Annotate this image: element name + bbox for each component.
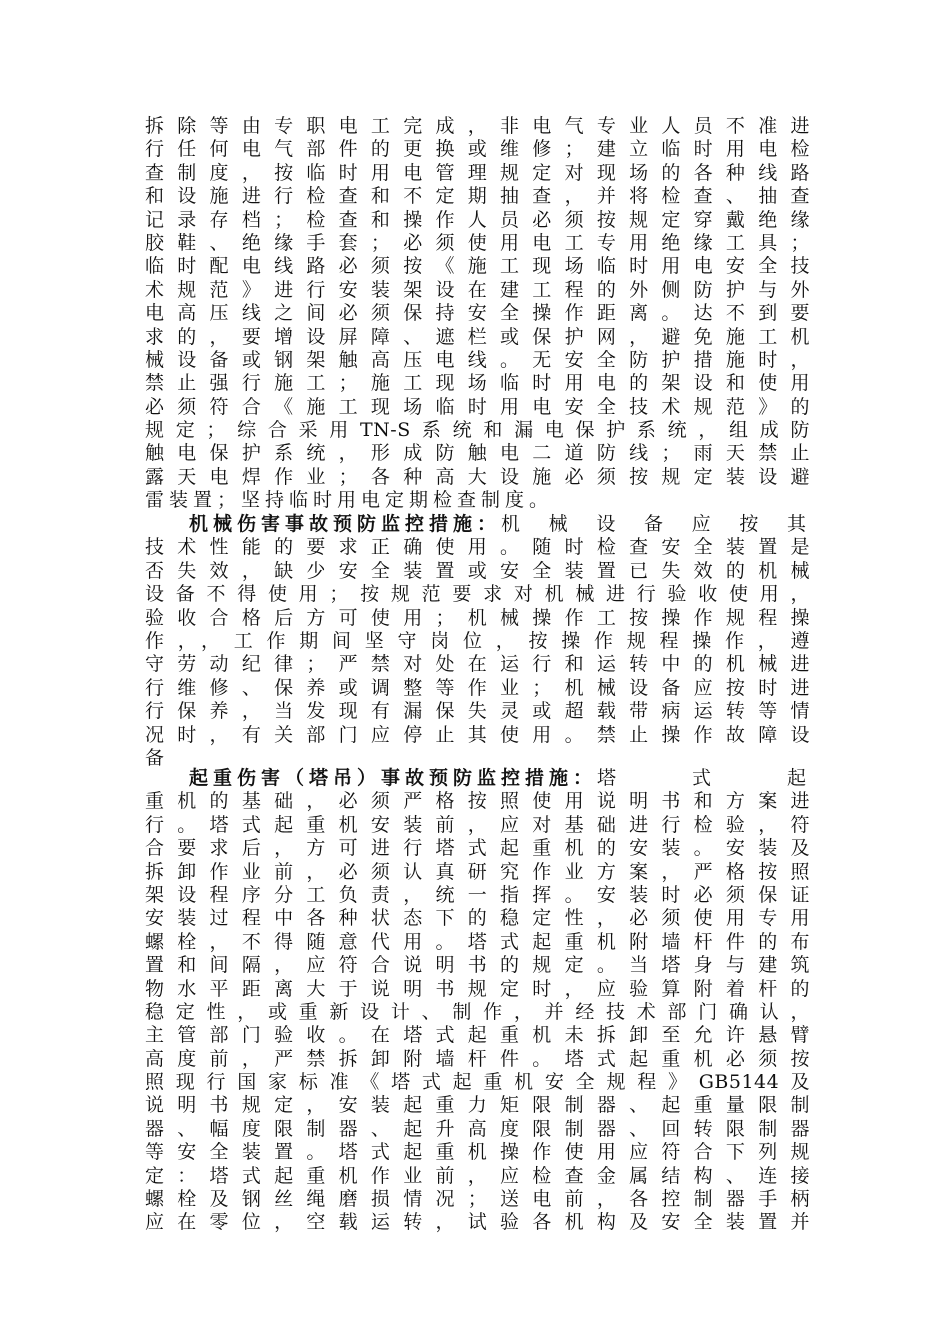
text-line: 安装过程中各种状态下的稳定性，必须使用专用: [145, 907, 810, 930]
text-line: 求的，要增设屏障、遮栏或保护网，避免施工机: [145, 325, 810, 348]
text-line: 置和间隔，应符合说明书的规定。当塔身与建筑: [145, 954, 810, 977]
text-line: 器、幅度限制器、起升高度限制器、回转限制器: [145, 1117, 810, 1140]
section-heading-line: [145, 767, 810, 790]
text-line: 械设备或钢架触高压电线。无安全防护措施时，: [145, 348, 810, 371]
text-line: 稳定性，或重新设计、制作，并经技术部门确认，: [145, 1000, 810, 1023]
text-line: 必须符合《施工现场临时用电安全技术规范》的: [145, 395, 810, 418]
text-line: 露天电焊作业；各种高大设施必须按规定装设避: [145, 465, 810, 488]
text-line: 雷装置；坚持临时用电定期检查制度。: [145, 489, 554, 512]
text-line: 况时，有关部门应停止其使用。禁止操作故障设: [145, 723, 810, 746]
text-line: 触电保护系统，形成防触电二道防线；雨天禁止: [145, 442, 810, 465]
text-line: 说明书规定，安装起重力矩限制器、起重量限制: [145, 1094, 810, 1117]
text-line: 机械设备应按其: [501, 513, 810, 535]
text-line: 备: [145, 746, 170, 769]
text-line: 否失效，缺少安全装置或安全装置已失效的机械: [145, 559, 810, 582]
text-line: 设备不得使用；按规范要求对机械进行验收使用，: [145, 583, 810, 606]
text-line: 查制度，按临时用电管理规定对现场的各种线路: [145, 161, 810, 184]
section-heading-line: [145, 513, 810, 536]
text-line: 行任何电气部件的更换或维修；建立临时用电检: [145, 138, 810, 161]
text-line: 规定；综合采用TN-S系统和漏电保护系统，组成防: [145, 419, 810, 442]
text-line: 验收合格后方可使用；机械操作工按操作规程操: [145, 606, 810, 629]
text-line: 螺栓，不得随意代用。塔式起重机附墙杆件的布: [145, 930, 810, 953]
text-line: 架设程序分工负责，统一指挥。安装时必须保证: [145, 883, 810, 906]
text-line: 合要求后，方可进行塔式起重机的安装。安装及: [145, 837, 810, 860]
section-mechanical-injury: [145, 513, 810, 770]
text-line: 拆卸作业前，必须认真研究作业方案，严格按照: [145, 860, 810, 883]
text-line: 行维修、保养或调整等作业；机械设备应按时进: [145, 676, 810, 699]
text-line: 塔式起: [597, 767, 810, 789]
text-line: 定：塔式起重机作业前，应检查金属结构、连接: [145, 1164, 810, 1187]
text-line: 胶鞋、绝缘手套；必须使用电工专用绝缘工具；: [145, 231, 810, 254]
text-line: 技术性能的要求正确使用。随时检查安全装置是: [145, 536, 810, 559]
text-line: 电高压线之间必须保持安全操作距离。达不到要: [145, 302, 810, 325]
text-line: 和设施进行检查和不定期抽查，并将检查、抽查: [145, 185, 810, 208]
text-line: 螺栓及钢丝绳磨损情况；送电前，各控制器手柄: [145, 1188, 810, 1211]
text-line: 守劳动纪律；严禁对处在运行和运转中的机械进: [145, 653, 810, 676]
text-line: 作，，工作期间坚守岗位，按操作规程操作，遵: [145, 629, 810, 652]
text-line: 照现行国家标准《塔式起重机安全规程》GB5144及: [145, 1071, 810, 1094]
text-line: 重机的基础，必须严格按照使用说明书和方案进: [145, 790, 810, 813]
text-line: 临时配电线路必须按《施工现场临时用电安全技: [145, 255, 810, 278]
text-line: 高度前，严禁拆卸附墙杆件。塔式起重机必须按: [145, 1047, 810, 1070]
text-line: 主管部门验收。在塔式起重机未拆卸至允许悬臂: [145, 1024, 810, 1047]
text-line: 术规范》进行安装架设在建工程的外侧防护与外: [145, 278, 810, 301]
section-heading: 起重伤害（塔吊）事故预防监控措施：: [189, 767, 598, 789]
section-electrical-safety: [145, 115, 810, 513]
text-line: 物水平距离大于说明书规定时，应验算附着杆的: [145, 977, 810, 1000]
text-line: 行。塔式起重机安装前，应对基础进行检验，符: [145, 813, 810, 836]
text-line: 行保养，当发现有漏保失灵或超载带病运转等情: [145, 700, 810, 723]
text-line: 记录存档；检查和操作人员必须按规定穿戴绝缘: [145, 208, 810, 231]
text-line: 拆除等由专职电工完成，非电气专业人员不准进: [145, 115, 810, 137]
section-crane-lifting-injury: [145, 767, 810, 1235]
section-heading: 机械伤害事故预防监控措施：: [189, 513, 502, 535]
text-line: 等安全装置。塔式起重机操作使用应符合下列规: [145, 1141, 810, 1164]
text-line: 禁止强行施工；施工现场临时用电的架设和使用: [145, 372, 810, 395]
text-line: 应在零位，空载运转，试验各机构及安全装置并: [145, 1211, 810, 1234]
